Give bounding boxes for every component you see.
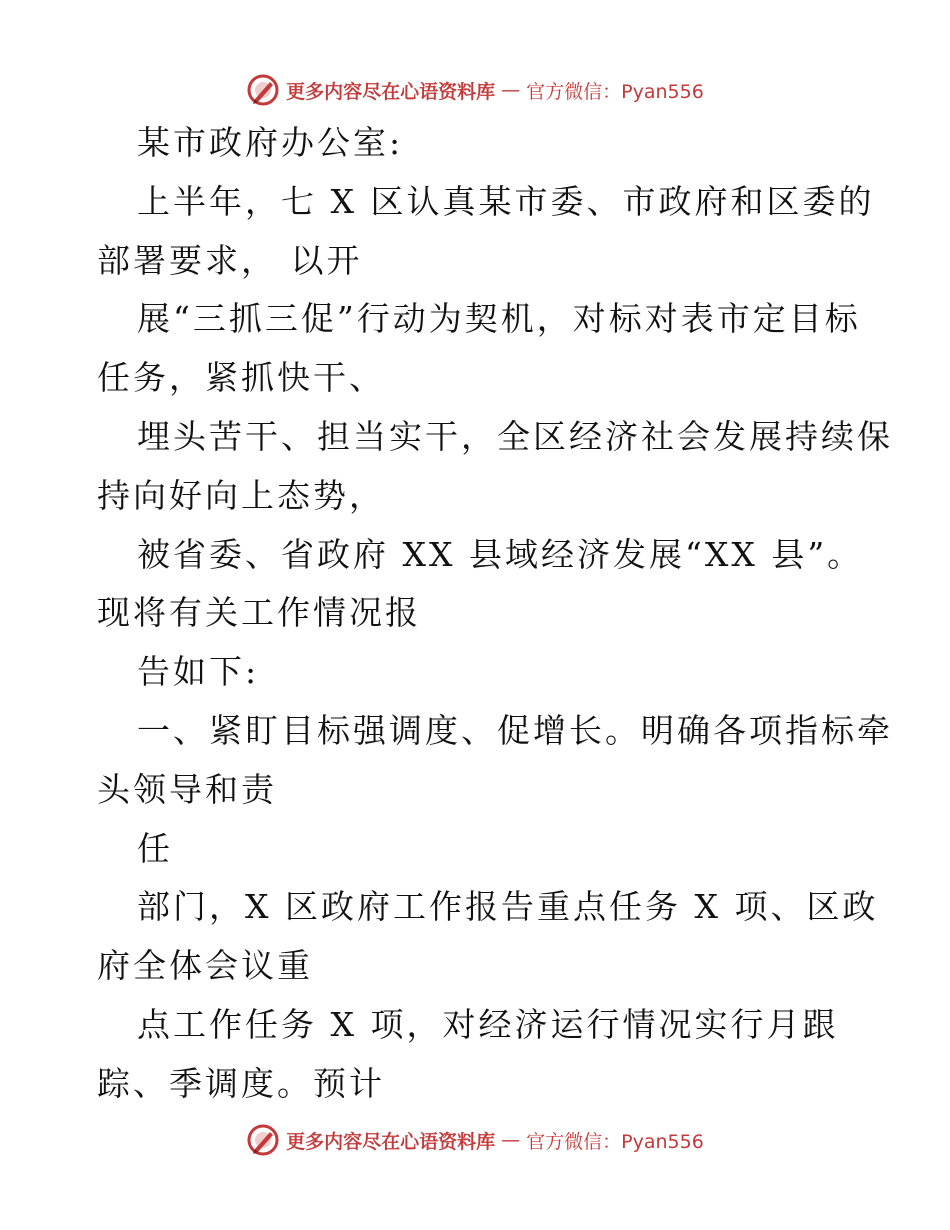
watermark-separator: — [501,1129,521,1151]
document-line: 埋头苦干、担当实干，全区经济社会发展持续保 [137,416,893,456]
watermark-separator: — [501,79,521,101]
header-watermark [0,70,950,110]
document-line: 某市政府办公室: [137,123,404,162]
watermark-main-text: 更多内容尽在心语资料库 [286,80,496,103]
footer-watermark [0,1120,950,1160]
document-line: 现将有关工作情况报 [97,593,421,633]
document-line: 部门，X 区政府工作报告重点任务 X 项、区政 [137,887,879,927]
document-body [97,114,893,1114]
red-pen-circle-logo-icon [246,1123,280,1157]
document-line: 展“三抓三促”行动为契机，对标对表市定目标 [137,299,861,339]
watermark-official-account: 官方微信：Pyan556 [526,1130,704,1153]
document-line: 被省委、省政府 XX 县域经济发展“XX 县”。 [137,534,864,574]
document-line: 任 [137,828,173,868]
document-line: 持向好向上态势， [97,475,385,515]
watermark-main-text: 更多内容尽在心语资料库 [286,1130,496,1153]
red-pen-circle-logo-icon [246,73,280,107]
document-line: 点工作任务 X 项，对经济运行情况实行月跟 [137,1004,839,1044]
document-line: 任务，紧抓快干、 [97,358,385,398]
watermark-official-account: 官方微信：Pyan556 [526,80,704,103]
document-line: 一、紧盯目标强调度、促增长。明确各项指标牵 [137,710,893,750]
document-line: 部署要求， 以开 [97,240,363,280]
document-line: 头领导和责 [97,769,277,809]
document-line: 上半年，七 X 区认真某市委、市政府和区委的 [137,181,875,221]
document-line: 告如下: [137,652,260,692]
document-line: 府全体会议重 [97,946,313,986]
document-line: 踪、季调度。预计 [97,1063,385,1103]
